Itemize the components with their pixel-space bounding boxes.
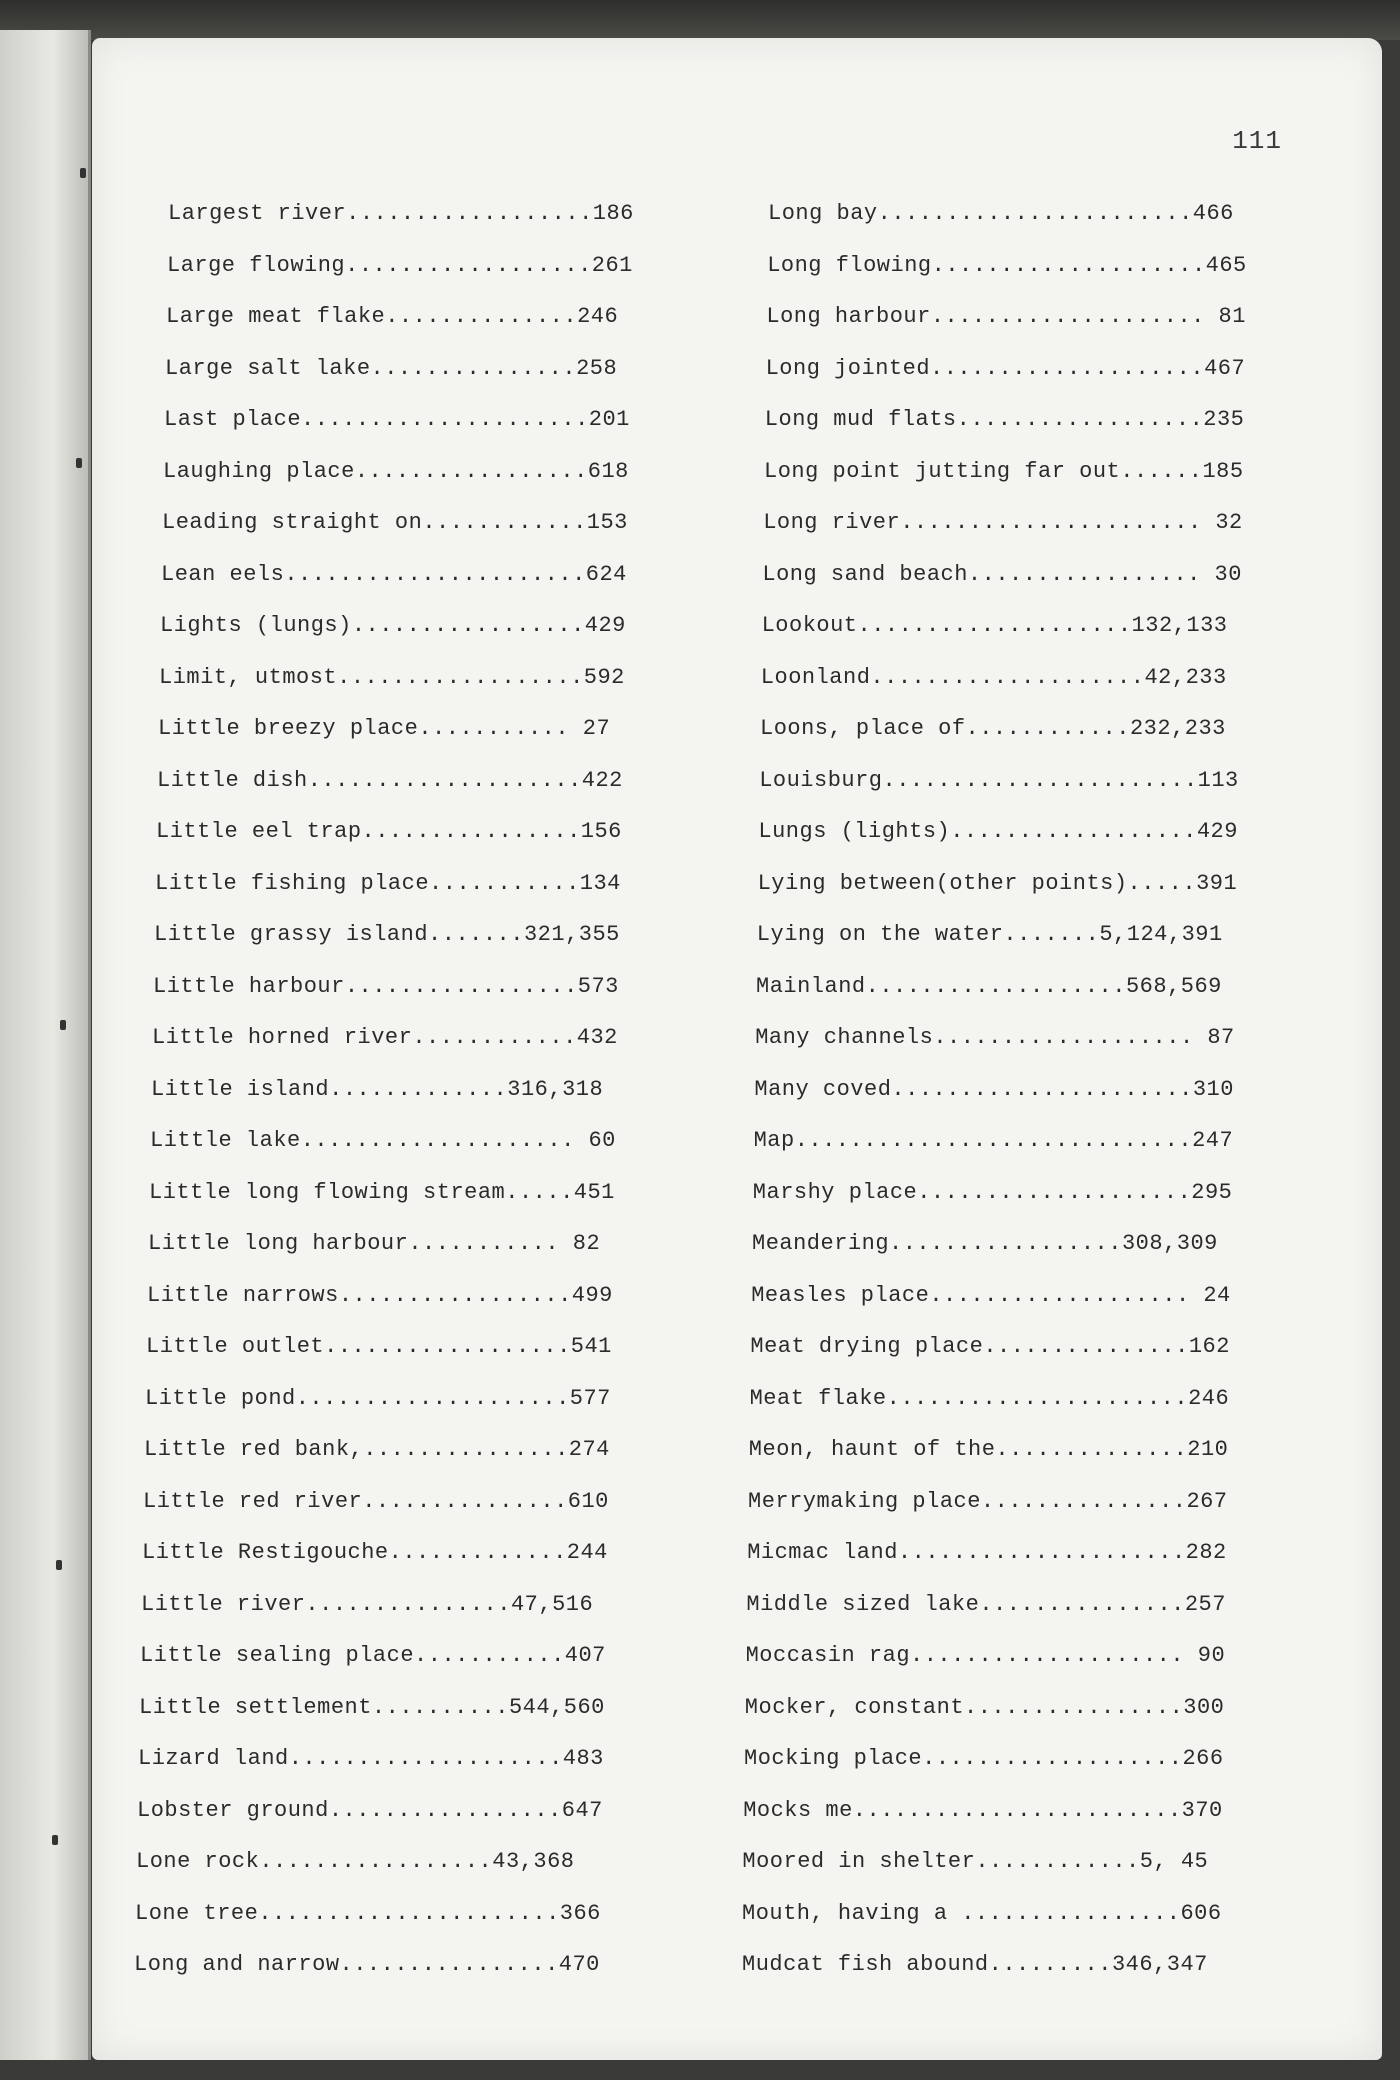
index-entry: Long point jutting far out......185 bbox=[764, 458, 1244, 484]
index-entry: Marshy place....................295 bbox=[752, 1179, 1233, 1205]
index-entry: Little red river...............610 bbox=[143, 1488, 609, 1514]
index-entry: Louisburg.......................113 bbox=[759, 767, 1239, 793]
index-entry: Limit, utmost..................592 bbox=[159, 664, 625, 690]
index-entry: Little sealing place...........407 bbox=[140, 1643, 606, 1668]
index-entry: Little settlement..........544,560 bbox=[139, 1694, 605, 1720]
index-entry: Little lake.................... 60 bbox=[150, 1128, 616, 1153]
index-entry: Lungs (lights)..................429 bbox=[758, 819, 1238, 844]
document-page bbox=[92, 38, 1382, 2060]
index-entry: Little river...............47,516 bbox=[141, 1591, 594, 1617]
index-entry: Little dish....................422 bbox=[157, 767, 623, 793]
index-entry: Moored in shelter............5, 45 bbox=[742, 1849, 1209, 1874]
index-entry: Little harbour.................573 bbox=[153, 973, 619, 999]
index-entry: Lizard land....................483 bbox=[138, 1746, 604, 1771]
index-entry: Long bay.......................466 bbox=[768, 201, 1234, 226]
index-entry: Meat flake......................246 bbox=[749, 1385, 1230, 1411]
index-entry: Meat drying place...............162 bbox=[750, 1334, 1230, 1359]
index-entry: Mudcat fish abound.........346,347 bbox=[742, 1952, 1208, 1977]
index-entry: Little island.............316,318 bbox=[151, 1076, 604, 1102]
index-entry: Lobster ground.................647 bbox=[137, 1797, 603, 1823]
index-entry: Last place.....................201 bbox=[164, 407, 630, 432]
index-entry: Little grassy island.......321,355 bbox=[154, 922, 620, 947]
index-entry: Large flowing..................261 bbox=[167, 252, 633, 278]
index-entry: Little red bank,...............274 bbox=[144, 1437, 610, 1462]
index-entry: Loonland....................42,233 bbox=[760, 664, 1227, 690]
index-entry: Large salt lake...............258 bbox=[165, 355, 618, 381]
index-entry: Lone rock.................43,368 bbox=[136, 1849, 575, 1874]
index-entry: Largest river..................186 bbox=[168, 201, 634, 226]
index-entry: Long flowing....................465 bbox=[767, 252, 1247, 278]
index-entry: Little fishing place...........134 bbox=[155, 870, 621, 896]
index-entry: Long river...................... 32 bbox=[763, 510, 1243, 535]
index-entry: Many channels................... 87 bbox=[755, 1025, 1235, 1050]
index-entry: Meandering.................308,309 bbox=[752, 1231, 1218, 1256]
index-entry: Lone tree......................366 bbox=[135, 1900, 601, 1926]
index-entry: Long sand beach................. 30 bbox=[762, 561, 1242, 587]
index-entry: Micmac land.....................282 bbox=[747, 1540, 1227, 1565]
index-entry: Mocking place...................266 bbox=[744, 1746, 1224, 1771]
index-column-right bbox=[742, 188, 1282, 1991]
index-entry: Little horned river............432 bbox=[152, 1025, 618, 1050]
index-entry: Loons, place of............232,233 bbox=[760, 716, 1226, 741]
index-entry: Meon, haunt of the..............210 bbox=[748, 1437, 1229, 1462]
index-entry: Laughing place.................618 bbox=[163, 458, 629, 484]
index-entry: Little breezy place........... 27 bbox=[158, 716, 611, 741]
index-entry: Little narrows.................499 bbox=[147, 1282, 613, 1308]
index-entry: Mocks me........................370 bbox=[743, 1797, 1223, 1823]
index-entry: Measles place................... 24 bbox=[751, 1282, 1231, 1308]
index-entry: Many coved......................310 bbox=[754, 1076, 1234, 1102]
margin-mark bbox=[52, 1835, 58, 1845]
index-entry: Little Restigouche.............244 bbox=[142, 1540, 608, 1565]
index-entry: Long mud flats..................235 bbox=[764, 407, 1245, 432]
index-entry: Little long flowing stream.....451 bbox=[149, 1179, 615, 1205]
index-entry: Little long harbour........... 82 bbox=[148, 1231, 601, 1256]
index-entry: Long harbour.................... 81 bbox=[766, 304, 1246, 329]
margin-mark bbox=[76, 458, 82, 468]
index-column-left bbox=[132, 188, 672, 1991]
margin-mark bbox=[56, 1560, 62, 1570]
index-entry: Little pond....................577 bbox=[145, 1385, 611, 1411]
previous-page-edge bbox=[0, 30, 91, 2060]
index-entry: Lookout....................132,133 bbox=[761, 613, 1228, 638]
page-number: 111 bbox=[1232, 126, 1282, 156]
index-entry: Mainland...................568,569 bbox=[756, 973, 1222, 999]
margin-mark bbox=[60, 1020, 66, 1030]
margin-mark bbox=[80, 168, 86, 178]
index-entry: Large meat flake..............246 bbox=[166, 304, 619, 329]
index-entry: Middle sized lake...............257 bbox=[746, 1591, 1226, 1617]
index-entry: Mocker, constant................300 bbox=[744, 1694, 1225, 1720]
index-entry: Little eel trap................156 bbox=[156, 819, 622, 844]
index-entry: Map.............................247 bbox=[753, 1128, 1234, 1153]
index-entry: Leading straight on............153 bbox=[162, 510, 628, 535]
index-entry: Long and narrow................470 bbox=[134, 1952, 600, 1977]
index-entry: Little outlet..................541 bbox=[146, 1334, 612, 1359]
index-entry: Mouth, having a ................606 bbox=[742, 1900, 1222, 1926]
index-entry: Lean eels......................624 bbox=[161, 561, 627, 587]
index-entry: Lights (lungs).................429 bbox=[160, 613, 626, 638]
index-entry: Long jointed....................467 bbox=[765, 355, 1246, 381]
index-entry: Moccasin rag.................... 90 bbox=[745, 1643, 1226, 1668]
index-entry: Lying on the water.......5,124,391 bbox=[756, 922, 1223, 947]
index-entry: Merrymaking place...............267 bbox=[748, 1488, 1228, 1514]
index-entry: Lying between(other points).....391 bbox=[757, 870, 1238, 896]
scan-background bbox=[0, 0, 1400, 40]
